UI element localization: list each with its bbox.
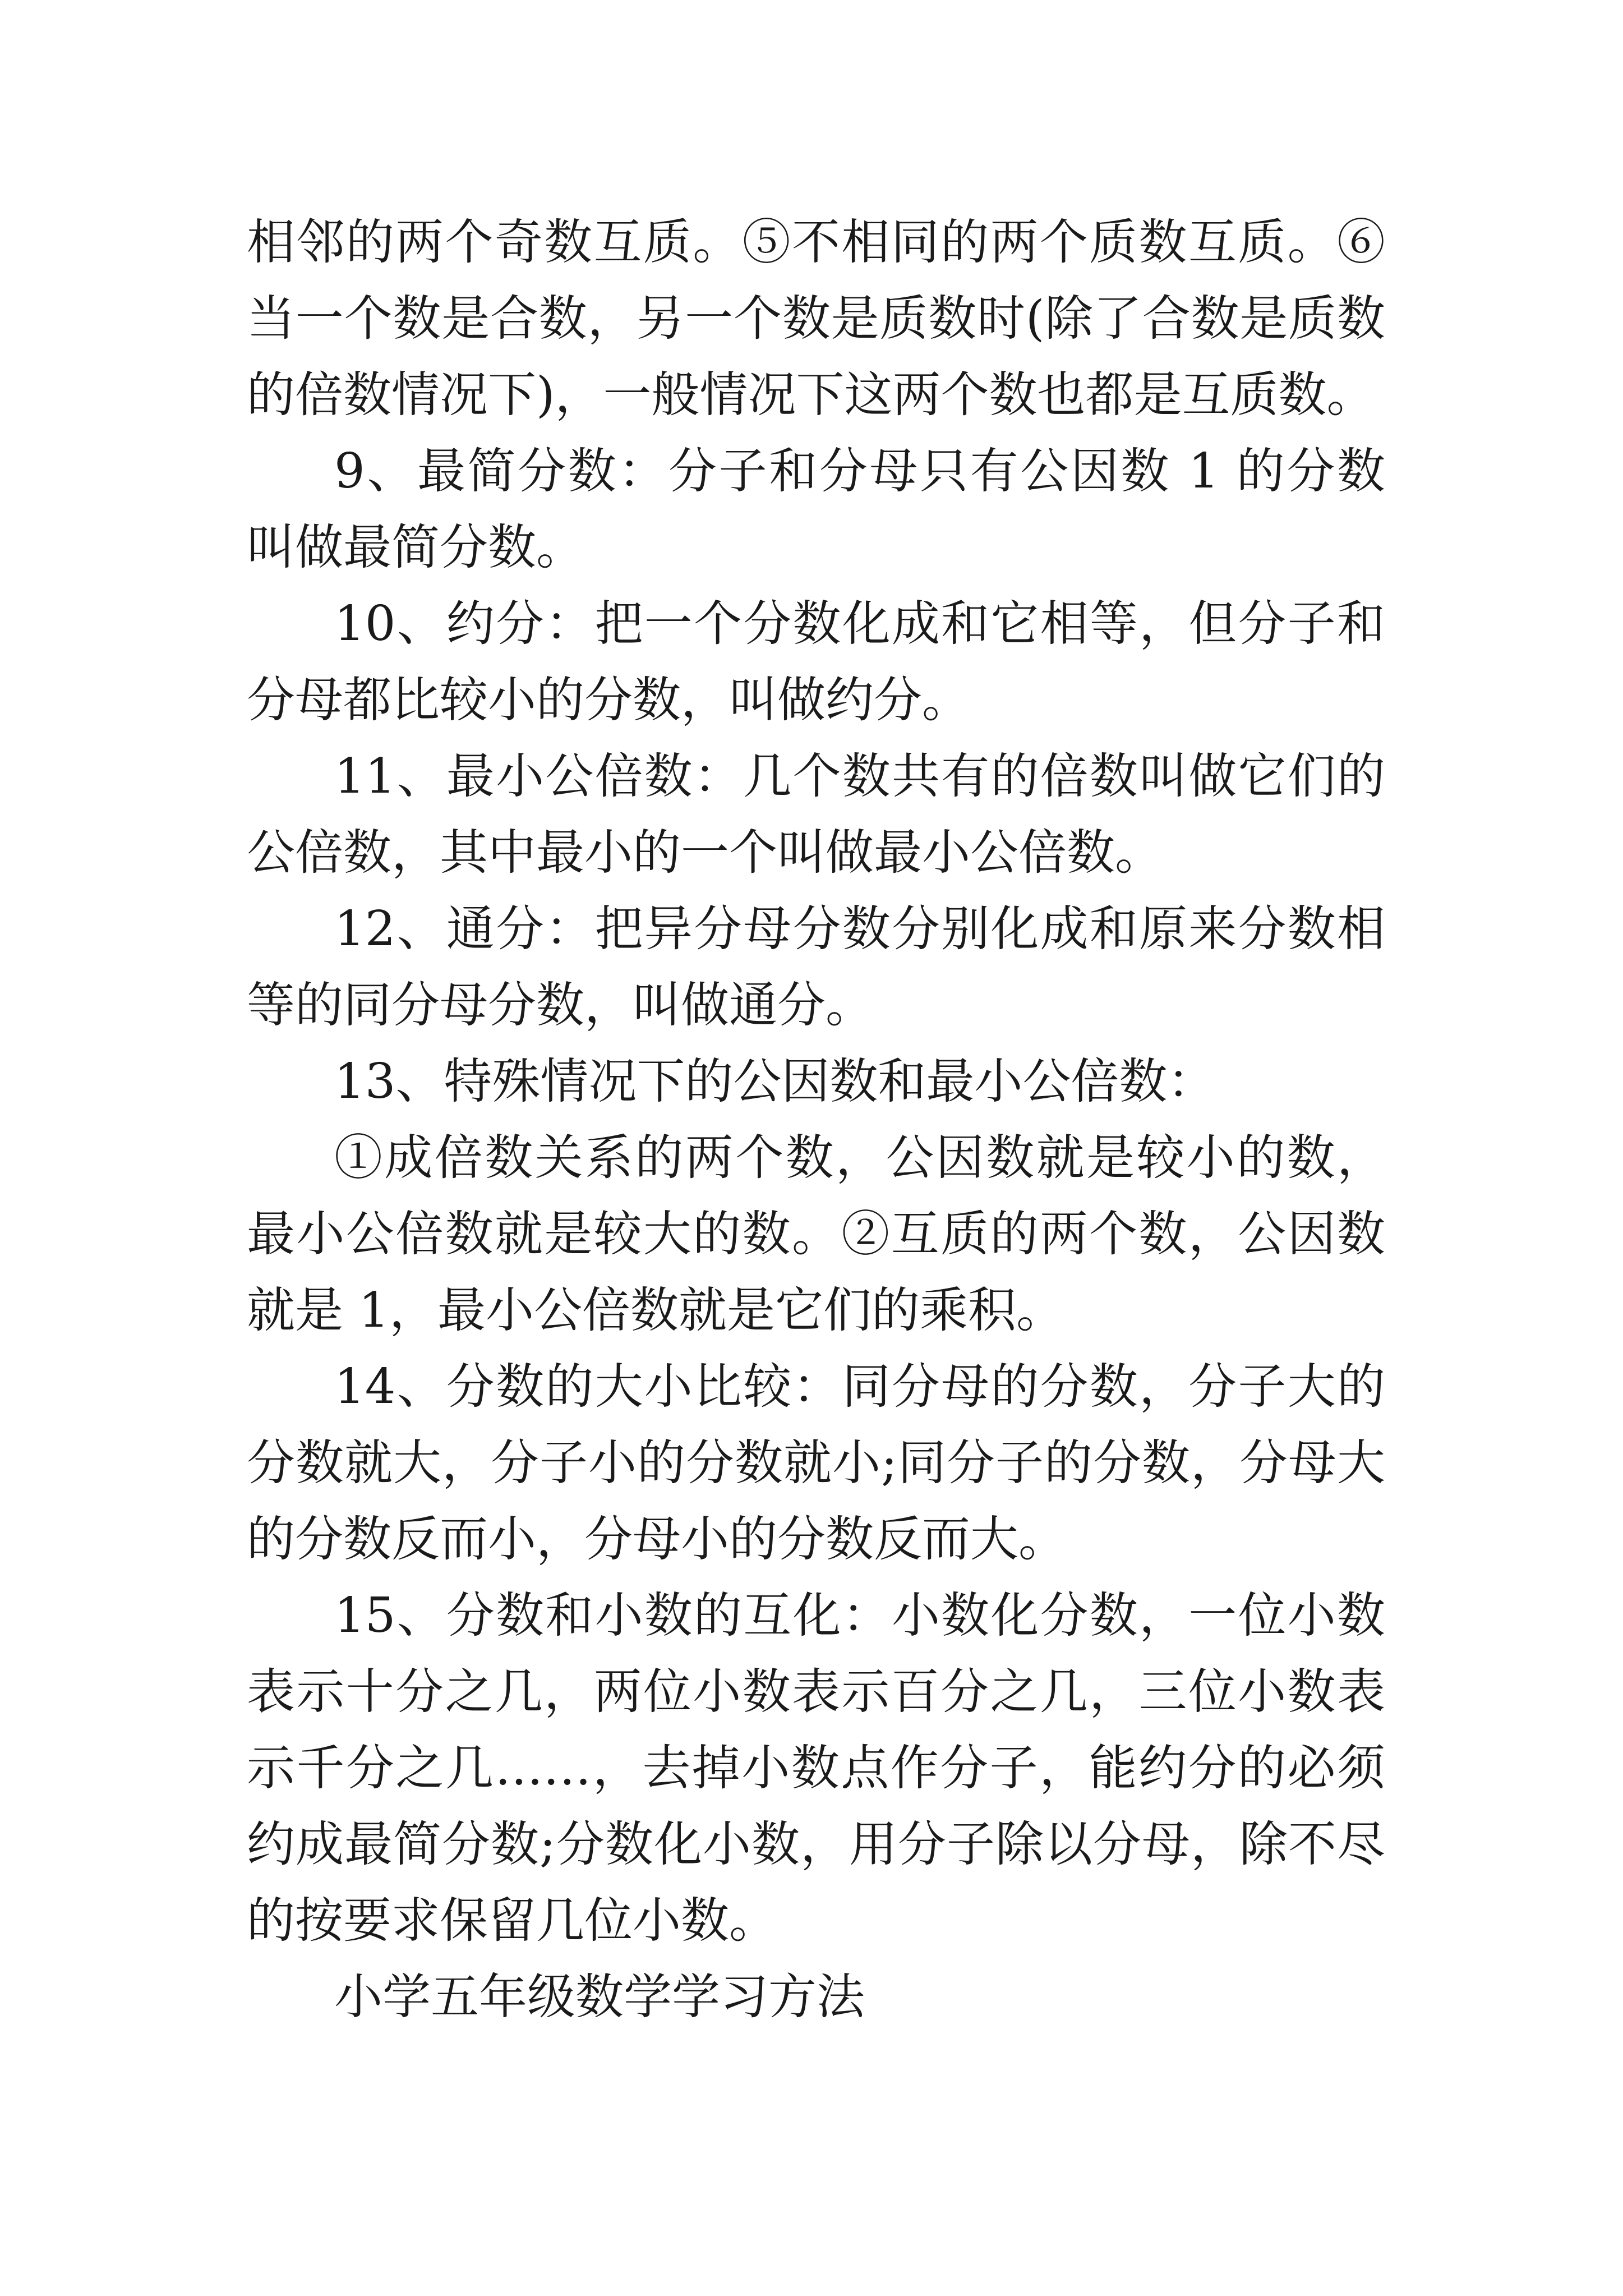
paragraph-item-11: 11、最小公倍数：几个数共有的倍数叫做它们的公倍数，其中最小的一个叫做最小公倍数。 <box>247 748 1385 881</box>
paragraph-continuation: 相邻的两个奇数互质。⑤不相同的两个质数互质。⑥当一个数是合数，另一个数是质数时(除了合数是质数的倍数情况下)，一般情况下这两个数也都是互质数。 <box>247 214 1385 423</box>
paragraph-item-13-detail: ①成倍数关系的两个数，公因数就是较小的数，最小公倍数就是较大的数。②互质的两个数，公因数就是 1，最小公倍数就是它们的乘积。 <box>247 1130 1385 1338</box>
paragraph-item-9: 9、最简分数：分子和分母只有公因数 1 的分数叫做最简分数。 <box>247 443 1385 576</box>
paragraph-item-10: 10、约分：把一个分数化成和它相等，但分子和分母都比较小的分数，叫做约分。 <box>247 596 1385 728</box>
paragraph-item-12: 12、通分：把异分母分数分别化成和原来分数相等的同分母分数，叫做通分。 <box>247 901 1385 1033</box>
paragraph-item-14: 14、分数的大小比较：同分母的分数，分子大的分数就大，分子小的分数就小;同分子的分数，分母大的分数反而小，分母小的分数反而大。 <box>247 1359 1385 1567</box>
paragraph-item-13: 13、特殊情况下的公因数和最小公倍数： <box>334 1053 1216 1110</box>
paragraph-item-15: 15、分数和小数的互化：小数化分数，一位小数表示十分之几，两位小数表示百分之几，三位小数表示千分之几……，去掉小数点作分子，能约分的必须约成最简分数;分数化小数，用分子除以分母，除不尽的按要求保留几位小数。 <box>247 1588 1385 1949</box>
document-body <box>247 204 1385 2035</box>
section-heading: 小学五年级数学学习方法 <box>334 1969 865 2025</box>
